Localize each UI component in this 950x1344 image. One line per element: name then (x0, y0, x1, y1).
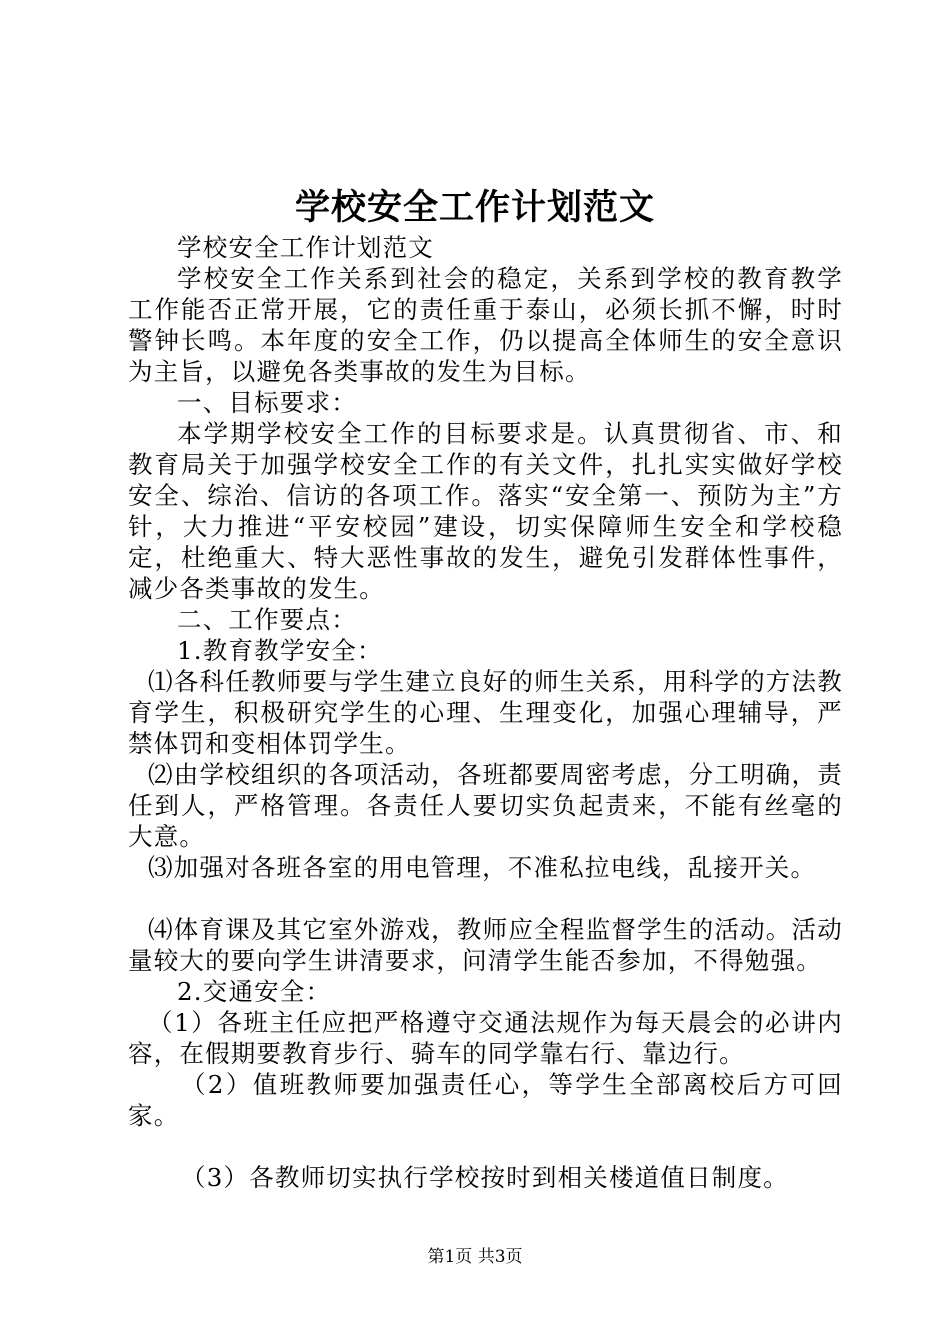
paragraph-traffic-1: （1）各班主任应把严格遵守交通法规作为每天晨会的必讲内容，在假期要教育步行、骑车的同学靠右行、靠边行。 (128, 1008, 843, 1068)
paragraph-gap (128, 883, 843, 914)
paragraph-teaching-3: ⑶加强对各班各室的用电管理，不准私拉电线，乱接开关。 (148, 853, 817, 882)
page-number-footer: 第1页 共3页 (427, 1247, 523, 1267)
heading-goals: 一、目标要求： (177, 388, 357, 417)
paragraph-traffic-2: （2）值班教师要加强责任心，等学生全部离校后方可回家。 (128, 1070, 843, 1130)
heading-teaching-safety: 1.教育教学安全： (177, 636, 383, 665)
paragraph-teaching-4: ⑷体育课及其它室外游戏，教师应全程监督学生的活动。活动量较大的要向学生讲清要求，问清学生能否参加，不得勉强。 (128, 915, 843, 975)
heading-traffic-safety: 2.交通安全： (177, 977, 332, 1006)
paragraph-teaching-2: ⑵由学校组织的各项活动，各班都要周密考虑，分工明确，责任到人，严格管理。各责任人要切实负起责来，不能有丝毫的大意。 (128, 760, 843, 851)
paragraph-gap (128, 1131, 843, 1162)
paragraph-subtitle: 学校安全工作计划范文 (177, 233, 434, 262)
paragraph-goals: 本学期学校安全工作的目标要求是。认真贯彻省、市、和教育局关于加强学校安全工作的有关文件，扎扎实实做好学校安全、综治、信访的各项工作。落实“安全第一、预防为主”方针，大力推进“平安校园”建设，切实保障师生安全和学校稳定，杜绝重大、特大恶性事故的发生，避免引发群体性事件，减少各类事故的发生。 (128, 419, 843, 603)
paragraph-traffic-3: （3）各教师切实执行学校按时到相关楼道值日制度。 (181, 1163, 789, 1192)
heading-key-points: 二、工作要点： (177, 605, 357, 634)
paragraph-intro: 学校安全工作关系到社会的稳定，关系到学校的教育教学工作能否正常开展，它的责任重于泰山，必须长抓不懈，时时警钟长鸣。本年度的安全工作，仍以提高全体师生的安全意识为主旨，以避免各类事故的发生为目标。 (128, 264, 843, 386)
paragraph-teaching-1: ⑴各科任教师要与学生建立良好的师生关系，用科学的方法教育学生，积极研究学生的心理、生理变化，加强心理辅导，严禁体罚和变相体罚学生。 (128, 667, 843, 758)
document-title: 学校安全工作计划范文 (294, 187, 655, 228)
document-body (128, 232, 843, 1193)
